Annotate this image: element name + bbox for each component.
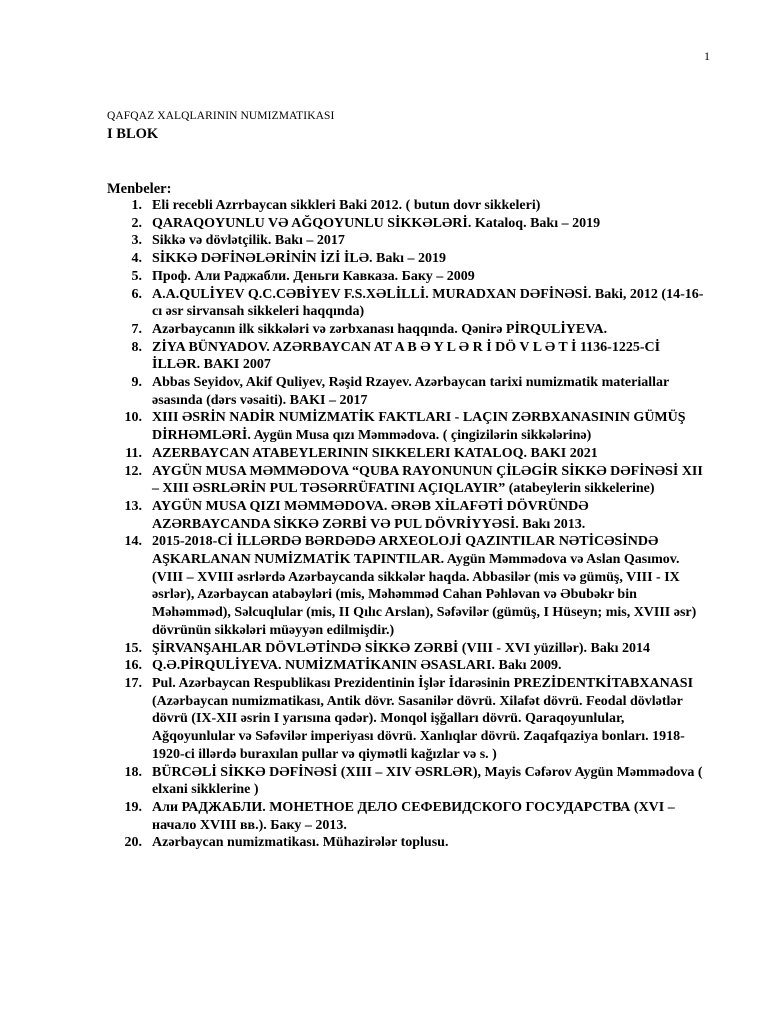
list-item-text: A.A.QULİYEV Q.C.CƏBİYEV F.S.XƏLİLLİ. MURADXAN DƏFİNƏSİ. Baki, 2012 (14-16-cı əsr sirvansah sikkeleri haqqında) bbox=[152, 286, 704, 320]
list-item-number: 15. bbox=[124, 640, 142, 656]
list-item bbox=[107, 675, 707, 764]
list-item-text: Pul. Azərbaycan Respublikası Prezidentinin İşlər İdarəsinin PREZİDENTKİTABXANASI (Azərbaycan numizmatikası, Antik dövr. Sasanilər dövrü. Xilafət dövrü. Feodal dövlətlər dövrü (IX-XII əsrin I yarısına qədər). Monqol işğalları dövrü. Qaraqoyunlular, Ağqoyunlular və Səfəvilər imperiyası dövrü. Xanlıqlar dövrü. Zaqafqaziya bonları. 1918-1920-ci illərdə buraxılan pullar və qiymətli kağızlar və s. ) bbox=[152, 675, 694, 762]
list-item bbox=[107, 197, 707, 215]
list-item bbox=[107, 498, 707, 533]
list-item bbox=[107, 409, 707, 444]
document-subtitle: QAFQAZ XALQLARININ NUMIZMATIKASI bbox=[107, 110, 335, 122]
list-item bbox=[107, 268, 707, 286]
list-item bbox=[107, 215, 707, 233]
list-item-number: 10. bbox=[124, 410, 142, 426]
list-item-number: 9. bbox=[131, 375, 142, 391]
list-item-text: QARAQOYUNLU VƏ AĞQOYUNLU SİKKƏLƏRİ. Kataloq. Bakı – 2019 bbox=[152, 215, 601, 231]
list-item-text: ZİYA BÜNYADOV. AZƏRBAYCAN AT A B Ə Y L Ə R İ DÖ V L Ə T İ 1136-1225-Cİ İLLƏR. BAKI 2007 bbox=[152, 339, 661, 373]
list-item-text: Abbas Seyidov, Akif Quliyev, Rəşid Rzayev. Azərbaycan tarixi numizmatik materiallar əsasında (dərs vəsaiti). BAKI – 2017 bbox=[152, 375, 669, 408]
document-title: I BLOK bbox=[107, 126, 159, 142]
list-item bbox=[107, 286, 707, 321]
list-item-number: 7. bbox=[131, 321, 142, 337]
list-item bbox=[107, 764, 707, 799]
list-item-text: Q.Ə.PİRQULİYEVA. NUMİZMATİKANIN ƏSASLARI. Bakı 2009. bbox=[152, 658, 562, 674]
list-item bbox=[107, 321, 707, 339]
list-item-number: 19. bbox=[124, 799, 142, 815]
list-item-number: 8. bbox=[131, 339, 142, 355]
list-item-number: 13. bbox=[124, 498, 142, 514]
list-item-text: SİKKƏ DƏFİNƏLƏRİNİN İZİ İLƏ. Bakı – 2019 bbox=[152, 251, 447, 267]
list-item-number: 2. bbox=[131, 215, 142, 231]
list-item-text: 2015-2018-Cİ İLLƏRDƏ BƏRDƏDƏ ARXEOLOJİ QAZINTILAR NƏTİCƏSİNDƏ AŞKARLANAN NUMİZMATİK TAPINTILAR. Aygün Məmmədova və Aslan Qasımov. (VIII – XVIII əsrlərdə Azərbaycanda sikkələr haqda. Abbasilər (mis və gümüş, VIII - IX əsrlər), Azərbaycan atabəyləri (mis, Məhəmməd Cahan Pəhləvan və Əbubəkr bin Məhəmməd), Səlcuqlular (mis, II Qılıc Arslan), Səfəvilər (gümüş, I Hüseyn; mis, XVIII əsr) dövrünün sikkələri müəyyən edilmişdir.) bbox=[152, 534, 697, 638]
list-item-number: 11. bbox=[125, 445, 142, 461]
list-item bbox=[107, 834, 707, 852]
list-item-text: Azərbaycanın ilk sikkələri və zərbxanası haqqında. Qənirə PİRQULİYEVA. bbox=[152, 321, 608, 337]
list-item-text: Sikkə və dövlətçilik. Bakı – 2017 bbox=[152, 233, 345, 249]
list-item bbox=[107, 463, 707, 498]
list-item-text: Проф. Али Раджабли. Деньги Кавказа. Баку – 2009 bbox=[152, 268, 475, 284]
list-item bbox=[107, 374, 707, 409]
list-item bbox=[107, 232, 707, 250]
list-item-text: AYGÜN MUSA QIZI MƏMMƏDOVA. ƏRƏB XİLAFƏTİ DÖVRÜNDƏ AZƏRBAYCANDA SİKKƏ ZƏRBİ VƏ PUL DÖVRİYYƏSİ. Bakı 2013. bbox=[152, 498, 589, 532]
list-item bbox=[107, 445, 707, 463]
list-item bbox=[107, 799, 707, 834]
list-item-number: 6. bbox=[131, 286, 142, 302]
list-item-text: Azərbaycan numizmatikası. Mühazirələr toplusu. bbox=[152, 835, 449, 851]
list-item-number: 20. bbox=[124, 835, 142, 851]
list-item-text: XIII ƏSRİN NADİR NUMİZMATİK FAKTLARI - LAÇIN ZƏRBXANASININ GÜMÜŞ DİRHƏMLƏRİ. Aygün Musa qızı Məmmədova. ( çingizilərin sikkələrinə) bbox=[152, 410, 686, 444]
list-item-number: 3. bbox=[131, 233, 142, 249]
list-item-number: 12. bbox=[124, 463, 142, 479]
list-item bbox=[107, 657, 707, 675]
list-item bbox=[107, 640, 707, 658]
section-label: Menbeler: bbox=[107, 181, 172, 197]
list-item-text: BÜRCƏLİ SİKKƏ DƏFİNƏSİ (XIII – XIV ƏSRLƏR), Mayis Cəfərov Aygün Məmmədova ( elxani sikklerine ) bbox=[152, 764, 703, 798]
list-item-text: AZERBAYCAN ATABEYLERININ SIKKELERI KATALOQ. BAKI 2021 bbox=[152, 445, 598, 461]
list-item-text: Eli recebli Azrrbaycan sikkleri Baki 2012. ( butun dovr sikkeleri) bbox=[152, 198, 541, 213]
list-item bbox=[107, 339, 707, 374]
list-item-number: 16. bbox=[124, 658, 142, 674]
list-item-number: 14. bbox=[124, 534, 142, 550]
list-item bbox=[107, 250, 707, 268]
list-item-number: 5. bbox=[131, 268, 142, 284]
list-item bbox=[107, 533, 707, 639]
list-item-number: 1. bbox=[131, 198, 142, 213]
page-number: 1 bbox=[704, 49, 710, 63]
sources-list bbox=[107, 197, 707, 852]
list-item-text: ŞİRVANŞAHLAR DÖVLƏTİNDƏ SİKKƏ ZƏRBİ (VIII - XVI yüzillər). Bakı 2014 bbox=[152, 640, 651, 656]
list-item-number: 17. bbox=[124, 675, 142, 691]
list-item-number: 4. bbox=[131, 251, 142, 267]
list-item-number: 18. bbox=[124, 764, 142, 780]
list-item-text: AYGÜN MUSA MƏMMƏDOVA “QUBA RAYONUNUN ÇİLƏGİR SİKKƏ DƏFİNƏSİ XII – XIII ƏSRLƏRİN PUL TƏSƏRRÜFATINI AÇIQLAYIR” (atabeylerin sikkelerine) bbox=[152, 463, 703, 497]
list-item-text: Али РАДЖАБЛИ. МОНЕТНОЕ ДЕЛО СЕФЕВИДСКОГО ГОСУДАРСТВА (XVI – начало XVIII вв.). Баку – 2013. bbox=[152, 799, 675, 833]
